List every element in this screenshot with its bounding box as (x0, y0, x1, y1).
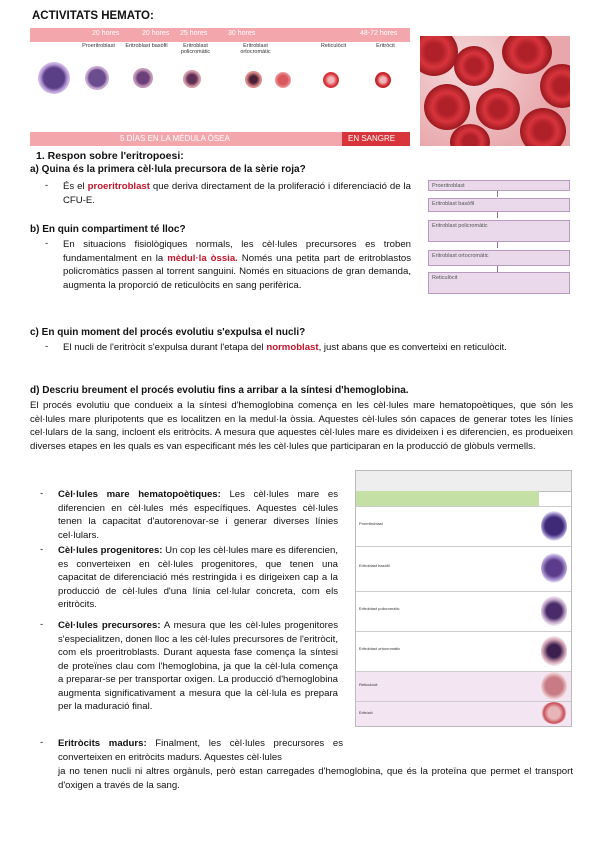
bullet-dash: - (40, 737, 44, 748)
question-a: a) Quina és la primera cèl·lula precursora de la sèrie roja? (30, 164, 306, 175)
answer-b: En situacions fisiològiques normals, les cèl·lules precursores es troben fundamentalment en la mèdul·la òssia. Només una petita part de eritroblastos policromàtics passen al torrent sanguini. Només en situacions de gran demanda, augmenta la proporció de reticulòcits en sang perifèrica. (63, 239, 411, 291)
bullet-mature-erythrocytes: Eritròcits madurs: Finalment, les cèl·lules precursores es converteixen en eritròcits madurs. Aquestes cèl·lules (58, 738, 343, 763)
timeline-label: 25 hores (180, 30, 208, 37)
erythrocyte-icon (375, 72, 391, 88)
location-blood-box (342, 132, 410, 146)
timeline-label: 30 hores (228, 30, 256, 37)
cell-micrograph-icon (541, 596, 567, 626)
highlight-term: proeritroblast (87, 181, 150, 192)
location-blood: EN SANGRE (348, 134, 396, 143)
question-c: c) En quin moment del procés evolutiu s'expulsa el nucli? (30, 327, 306, 338)
flow-step: Eritroblast policromàtic (428, 220, 570, 242)
basophilic-erythroblast-icon (133, 68, 153, 88)
stage-label: Reticulòcit (320, 43, 347, 49)
highlight-term: mèdul·la òssia. (167, 252, 238, 264)
cell-micrograph-icon (541, 511, 567, 541)
cell-micrograph-icon (541, 702, 567, 724)
cell-table-figure (355, 470, 572, 727)
bullet-progenitors: Cèl·lules progenitores: Un cop les cèl·lules mare es diferencien, es converteixen en cèl·lules progenitores, que tenen una capacitat de diferenciació més restringida i es dirigeixen cap a la producció de cèl·lules d'una línia cel·lular concreta, com els eritròcits. (58, 545, 339, 610)
table-row-label: Eritroblast policromàtic (359, 606, 400, 611)
location-marrow: 5 DÍAS EN LA MÉDULA ÓSEA (120, 134, 230, 143)
polychromatic-erythroblast-icon (183, 70, 201, 88)
stem-cell-icon (38, 62, 70, 94)
bullet-dash: - (45, 180, 49, 191)
table-row-label: Eritroblast basòfil (359, 563, 390, 568)
bullet-dash: - (45, 341, 49, 352)
flow-step: Reticulòcit (428, 272, 570, 294)
flow-step: Eritroblast basòfil (428, 198, 570, 212)
bullet-dash: - (40, 544, 44, 555)
cell-micrograph-icon (541, 553, 567, 583)
page-title: ACTIVITATS HEMATO: (32, 10, 154, 22)
bullet-dash: - (40, 488, 44, 499)
question-b: b) En quin compartiment té lloc? (30, 224, 186, 235)
flow-step: Eritroblast ortocromàtic (428, 250, 570, 266)
red-cell-icon (323, 72, 339, 88)
table-row-label: Eritròcit (359, 710, 373, 715)
section-heading: 1. Respon sobre l'eritropoesi: (36, 150, 184, 162)
question-d: d) Descriu breument el procés evolutiu fins a arribar a la síntesi d'hemoglobina. (30, 385, 409, 396)
erythropoiesis-figure (30, 28, 410, 147)
stage-label: Eritròcit (376, 43, 395, 49)
proerythroblast-icon (85, 66, 109, 90)
stage-label: Eritroblast ortocromàtic (240, 43, 271, 55)
cell-micrograph-icon (541, 636, 567, 666)
timeline-label: 20 hores (142, 30, 170, 37)
bullet-precursors: Cèl·lules precursores: A mesura que les cèl·lules progenitores s'especialitzen, donen lloc a les cèl·lules precursores de l'eritròcit, com els proeritroblasts. Durant aquesta fase comença la síntesi de proteïnes clau com l'hemoglobina, ja que la cèl·lula comença a preparar-se per transportar oxigen. La producció d'hemoglobina augmenta significativament a mesura que la cèl·lula es prepara per la maduració final. (58, 620, 338, 712)
timeline-label: 48-72 hores (360, 30, 398, 37)
timeline-label: 20 hores (92, 30, 120, 37)
answer-c: El nucli de l'eritròcit s'expulsa durant l'etapa del normoblast, just abans que es converteixi en reticulòcit. (63, 342, 507, 353)
cell-micrograph-icon (541, 672, 567, 700)
answer-a: És el proeritroblast que deriva directament de la proliferació i diferenciació de la CFU-E. (63, 181, 412, 206)
bullet-mature-continuation: ja no tenen nucli ni altres orgànuls, però estan carregades d'hemoglobina, que és la proteïna que permet el transport d'oxigen a través de la sang. (58, 766, 573, 791)
bullet-dash: - (40, 619, 44, 630)
timeline-bar (30, 28, 410, 42)
orthochromatic-erythroblast-icon (245, 71, 262, 88)
flow-step: Proeritroblast (428, 180, 570, 191)
stage-label: Eritroblast policromàtic (180, 43, 211, 55)
bullet-stem-cells: Cèl·lules mare hematopoètiques: Les cèl·lules mare es diferencien en cèl·lules més específiques. Aquestes cèl·lules tenen la capacitat d'autorenovar-se i generar diverses línies cel·lulars. (58, 489, 338, 541)
stage-label: Proeritroblast (82, 43, 115, 49)
reticulocyte-icon (275, 72, 291, 88)
stage-label: Eritroblast basòfil (125, 43, 168, 49)
table-row-label: Proeritroblast (359, 521, 383, 526)
highlight-term: normoblast (266, 342, 319, 353)
table-row-label: Eritroblast ortocromàtic (359, 646, 401, 651)
table-row-label: Reticulòcit (359, 682, 378, 687)
bullet-dash: - (45, 238, 49, 249)
paragraph-d: El procés evolutiu que condueix a la síntesi d'hemoglobina comença en les cèl·lules mare hematopoètiques, que són les cèl·lules mare pluripotents que es localitzen en la medul·la òssia. Aquestes cèl·lules són capaces de generar totes les línies cel·lulars de la sang, incloent els eritròcits. A mesura que aquestes cèl·lules mare es divideixen i es diferencien, es produeixen diverses etapes en les quals es van especificant més les cèl·lules que participaran en la producció de glòbuls vermells. (30, 400, 573, 452)
red-blood-cells-image (420, 36, 570, 146)
